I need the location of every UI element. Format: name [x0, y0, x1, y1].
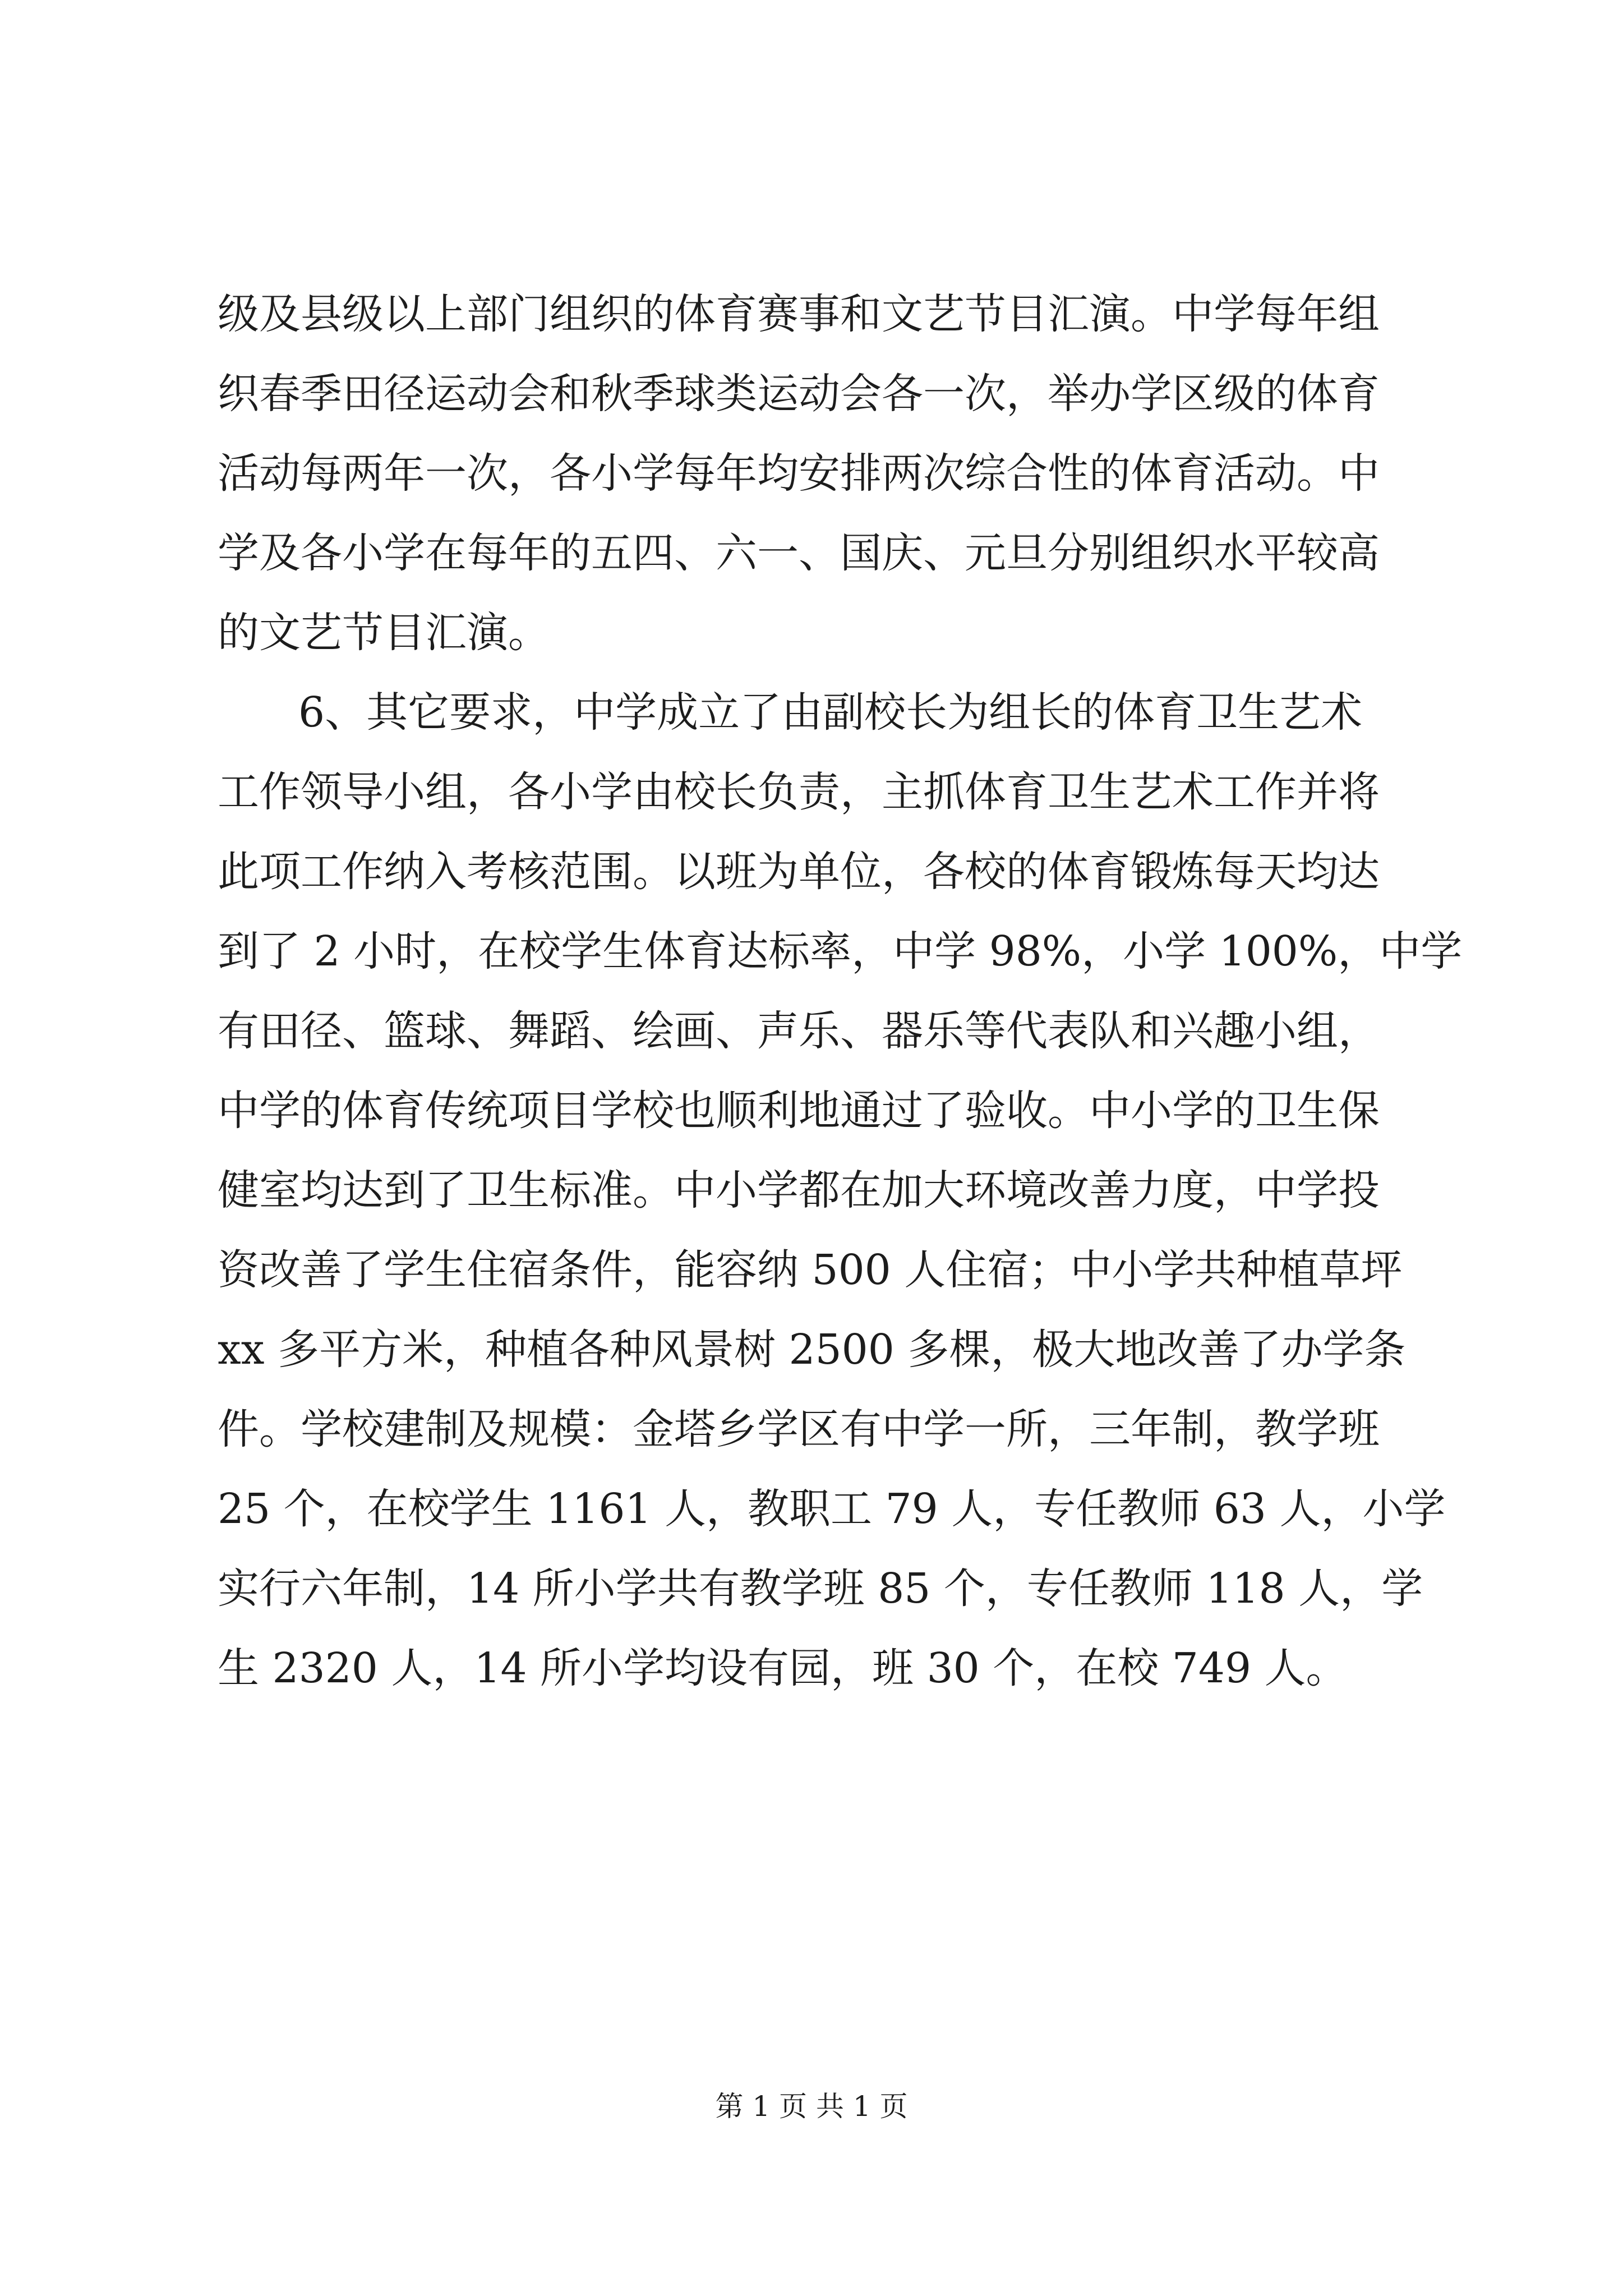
paragraph-2-line-8: 资改善了学生住宿条件，能容纳 500 人住宿；中小学共种植草坪: [218, 1246, 1403, 1294]
paragraph-2-line-12: 实行六年制，14 所小学共有教学班 85 个，专任教师 118 人，学: [218, 1565, 1423, 1613]
paragraph-2-line-5: 有田径、篮球、舞蹈、绘画、声乐、器乐等代表队和兴趣小组，: [218, 1007, 1380, 1055]
paragraph-1-line-5: 的文艺节目汇演。: [218, 609, 550, 657]
paragraph-2-line-7: 健室均达到了卫生标准。中小学都在加大环境改善力度，中学投: [218, 1166, 1380, 1214]
paragraph-2-line-3: 此项工作纳入考核范围。以班为单位，各校的体育锻炼每天均达: [218, 848, 1380, 896]
paragraph-2-line-4: 到了 2 小时，在校学生体育达标率，中学 98%，小学 100%，中学: [218, 927, 1463, 976]
paragraph-1-line-2: 织春季田径运动会和秋季球类运动会各一次，举办学区级的体育: [218, 370, 1380, 418]
paragraph-2-line-1: 6、其它要求，中学成立了由副校长为组长的体育卫生艺术: [298, 688, 1363, 737]
paragraph-2-line-2: 工作领导小组，各小学由校长负责，主抓体育卫生艺术工作并将: [218, 768, 1380, 816]
paragraph-2-line-9: xx 多平方米，种植各种风景树 2500 多棵，极大地改善了办学条: [218, 1326, 1406, 1374]
page-footer: 第 1 页 共 1 页: [715, 2090, 908, 2123]
paragraph-2-line-6: 中学的体育传统项目学校也顺利地通过了验收。中小学的卫生保: [218, 1087, 1380, 1135]
paragraph-2-line-11: 25 个，在校学生 1161 人，教职工 79 人，专任教师 63 人，小学: [218, 1485, 1446, 1533]
paragraph-2-line-13: 生 2320 人，14 所小学均设有园，班 30 个，在校 749 人。: [218, 1644, 1348, 1692]
paragraph-2-line-10: 件。学校建制及规模：金塔乡学区有中学一所，三年制，教学班: [218, 1405, 1380, 1453]
paragraph-1-line-1: 级及县级以上部门组织的体育赛事和文艺节目汇演。中学每年组: [218, 290, 1380, 338]
paragraph-1-line-3: 活动每两年一次，各小学每年均安排两次综合性的体育活动。中: [218, 449, 1380, 498]
paragraph-1-line-4: 学及各小学在每年的五四、六一、国庆、元旦分别组织水平较高: [218, 529, 1380, 577]
